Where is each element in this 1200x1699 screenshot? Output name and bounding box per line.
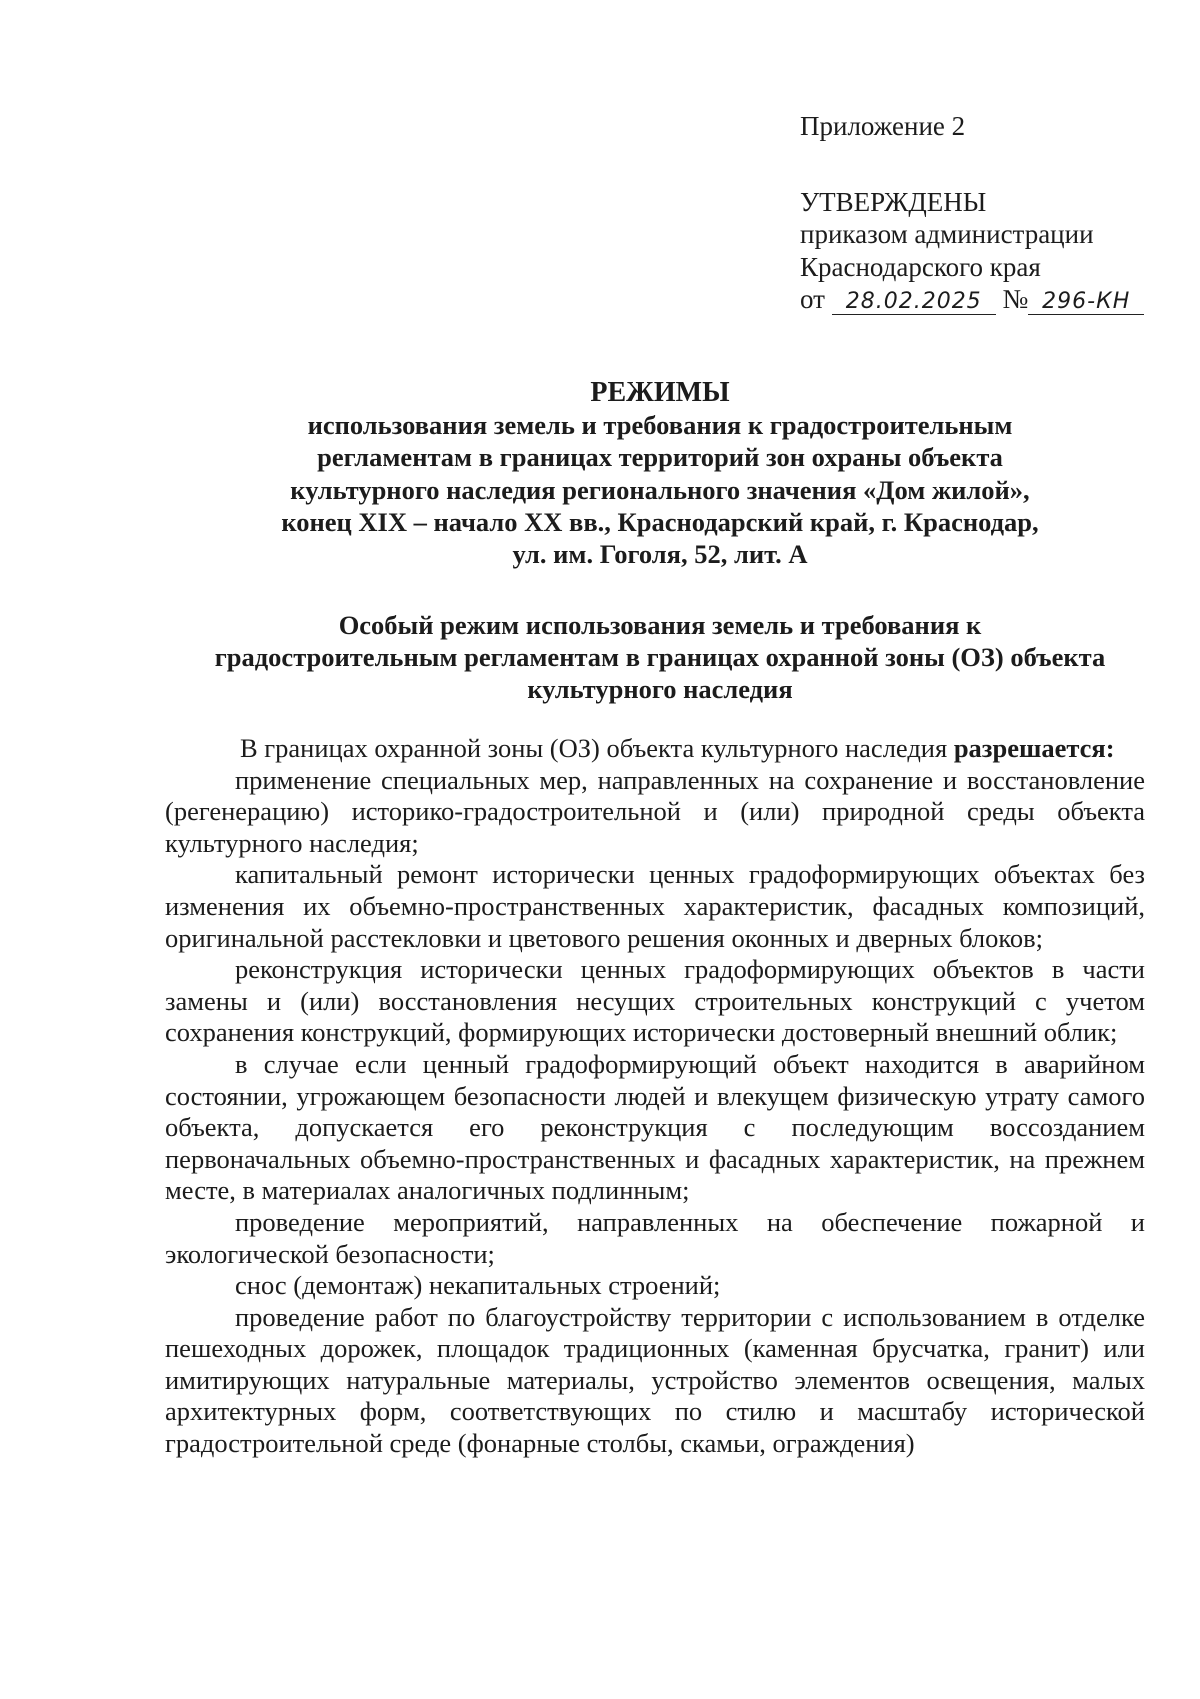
order-date: 28.02.2025 [832, 290, 996, 315]
intro-text: В границах охранной зоны (ОЗ) объекта культурного наследия [240, 733, 948, 763]
list-item: в случае если ценный градоформирующий объект находится в аварийном состоянии, угрожающем безопасности людей и влекущем физическую утрату самого объекта, допускается его реконструкция с последующим воссозданием первоначальных объемно-пространственных и фасадных характеристик, на прежнем месте, в материалах аналогичных подлинным; [165, 1048, 1145, 1206]
number-sign: № [1002, 284, 1029, 314]
from-prefix: от [800, 284, 825, 314]
title-line: ул. им. Гоголя, 52, лит. А [512, 539, 808, 570]
approval-line-2: Краснодарского края [800, 251, 1041, 282]
approved-label: УТВЕРЖДЕНЫ [800, 186, 987, 217]
appendix-label: Приложение 2 [800, 111, 966, 141]
document-body [165, 733, 1145, 1460]
approval-line-1: приказом администрации [800, 219, 1094, 249]
list-item: проведение работ по благоустройству территории с использованием в отделке пешеходных дорожек, площадок традиционных (каменная брусчатка, гранит) или имитирующих натуральные материалы, устройство элементов освещения, малых архитектурных форм, соответствующих по стилю и масштабу исторической градостроительной среде (фонарные столбы, скамьи, ограждения) [165, 1301, 1145, 1459]
approval-block [800, 110, 1144, 316]
title-line: культурного наследия регионального значения «Дом жилой», [290, 474, 1030, 505]
section-title-line: градостроительным регламентам в границах охранной зоны (ОЗ) объекта [214, 642, 1106, 673]
intro-paragraph [165, 733, 1145, 765]
order-number: 296-КН [1028, 290, 1144, 315]
list-item: снос (демонтаж) некапитальных строений; [235, 1270, 721, 1301]
title-heading: РЕЖИМЫ [590, 377, 730, 408]
title-line: использования земель и требования к градостроительным [307, 410, 1013, 441]
document-title [160, 377, 1160, 570]
list-item: капитальный ремонт исторически ценных градоформирующих объектах без изменения их объемно-пространственных характеристик, фасадных композиций, оригинальной расстекловки и цветового решения оконных и дверных блоков; [165, 859, 1145, 953]
section-title-line: Особый режим использования земель и требования к [338, 610, 982, 640]
list-item: проведение мероприятий, направленных на обеспечение пожарной и экологической безопасности; [165, 1206, 1145, 1269]
order-line [800, 283, 1144, 316]
title-line: регламентам в границах территорий зон охраны объекта [317, 442, 1003, 473]
title-line: конец XIX – начало XX вв., Краснодарский край, г. Краснодар, [281, 506, 1039, 537]
section-title-line: культурного наследия [527, 674, 793, 705]
section-title [160, 609, 1160, 706]
list-item: реконструкция исторически ценных градоформирующих объектов в части замены и (или) восстановления несущих строительных конструкций с учетом сохранения конструкций, формирующих исторически достоверный внешний облик; [165, 954, 1145, 1048]
list-item: применение специальных мер, направленных на сохранение и восстановление (регенерацию) историко-градостроительной и (или) природной среды объекта культурного наследия; [165, 764, 1145, 858]
intro-bold: разрешается: [953, 733, 1115, 763]
